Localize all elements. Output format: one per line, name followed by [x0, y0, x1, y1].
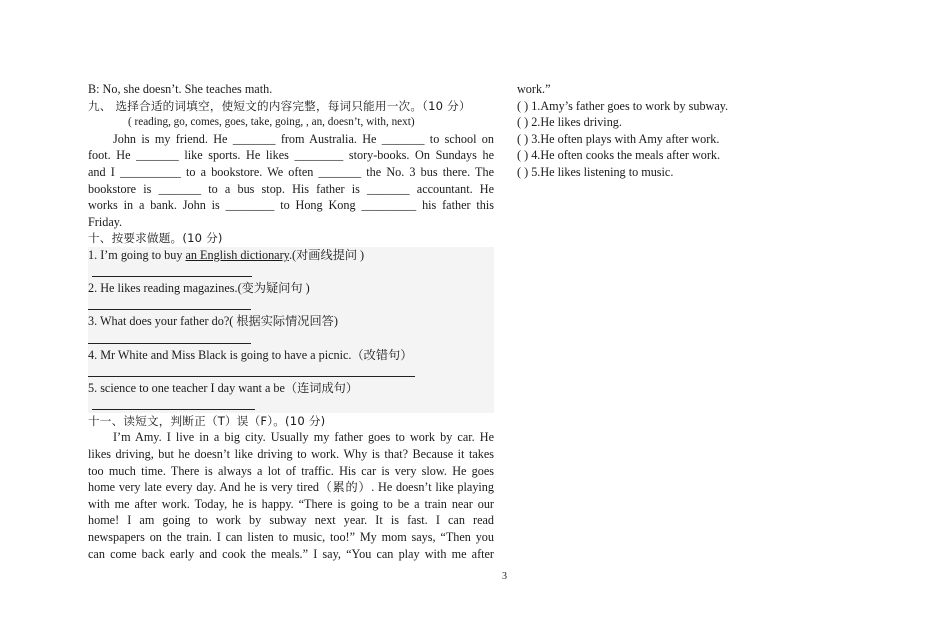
- passage-line: can come back early and cook the meals.” I say, “You can play with me after: [88, 546, 494, 561]
- answer-line-1[interactable]: [88, 264, 494, 281]
- question-1-text-a: 1. I’m going to buy: [88, 247, 186, 262]
- word-bank: ( reading, go, comes, goes, take, going, , an, doesn’t, with, next): [128, 116, 415, 129]
- section-9-title: 九、 选择合适的词填空，使短文的内容完整，每词只能用一次。（10 分）: [88, 98, 471, 113]
- question-3: 3. What does your father do?( 根据实际情况回答): [88, 314, 338, 329]
- right-column: [517, 81, 817, 181]
- passage-line: I’m Amy. I live in a big city. Usually my father goes to work by car. He: [113, 430, 494, 445]
- passage-line: likes driving, but he doesn’t like driving to work. Why is that? Because it takes: [88, 447, 494, 462]
- passage-line: works in a bank. John is ________ to Hong Kong _________ his father this: [88, 198, 494, 213]
- section-11-title: 十一、读短文，判断正（T）误（F）。(10 分): [88, 413, 326, 428]
- answer-line-3[interactable]: [88, 330, 494, 347]
- passage-line: and I __________ to a bookstore. We often _______ the No. 3 bus there. The: [88, 164, 494, 179]
- section-10-questions: [88, 247, 494, 413]
- passage-line: home! I am going to work by subway next year. It is fast. I can read: [88, 513, 494, 528]
- section-10-title: 十、按要求做题。(10 分): [88, 231, 223, 246]
- passage-line: John is my friend. He _______ from Australia. He _______ to school on: [113, 131, 494, 146]
- true-false-item[interactable]: ( ) 1.Amy’s father goes to work by subway.: [517, 98, 729, 113]
- question-1: [88, 247, 494, 264]
- passage-line: newspapers on the train. I can listen to music, too!” My mom says, “Then you: [88, 530, 494, 545]
- question-5: 5. science to one teacher I day want a be（连词成句）: [88, 380, 359, 395]
- passage-line: too much time. There is always a lot of traffic. His car is very slow. He goes: [88, 463, 494, 478]
- passage-line: Friday.: [88, 214, 123, 229]
- passage-line: foot. He _______ like sports. He likes ________ story-books. On Sundays he: [88, 148, 494, 163]
- passage-line: with me after work. Today, he is happy. “There is going to be a train near our: [88, 496, 494, 511]
- question-1-underlined: an English dictionary: [185, 247, 289, 262]
- true-false-item[interactable]: ( ) 5.He likes listening to music.: [517, 164, 674, 179]
- question-1-text-b: .(对画线提问 ): [288, 247, 365, 262]
- true-false-item[interactable]: ( ) 4.He often cooks the meals after work.: [517, 148, 721, 163]
- answer-line-4[interactable]: [88, 363, 494, 380]
- true-false-item[interactable]: ( ) 3.He often plays with Amy after work.: [517, 131, 720, 146]
- answer-line-2[interactable]: [88, 297, 494, 314]
- dialogue-line: B: No, she doesn’t. She teaches math.: [88, 82, 273, 96]
- passage-continuation: work.”: [517, 82, 551, 96]
- answer-line-5[interactable]: [88, 396, 494, 413]
- question-2: 2. He likes reading magazines.(变为疑问句 ): [88, 281, 310, 296]
- section-11-passage: [88, 429, 494, 562]
- left-column: [88, 81, 494, 562]
- page-number: 3: [502, 571, 507, 582]
- question-4: 4. Mr White and Miss Black is going to have a picnic.（改错句）: [88, 347, 413, 362]
- passage-line: home very late every day. And he is very tired（累的）. He doesn’t like playing: [88, 480, 494, 495]
- true-false-item[interactable]: ( ) 2.He likes driving.: [517, 115, 622, 130]
- passage-line: bookstore is _______ to a bus stop. His father is _______ accountant. He: [88, 181, 494, 196]
- section-9-passage: [88, 131, 494, 231]
